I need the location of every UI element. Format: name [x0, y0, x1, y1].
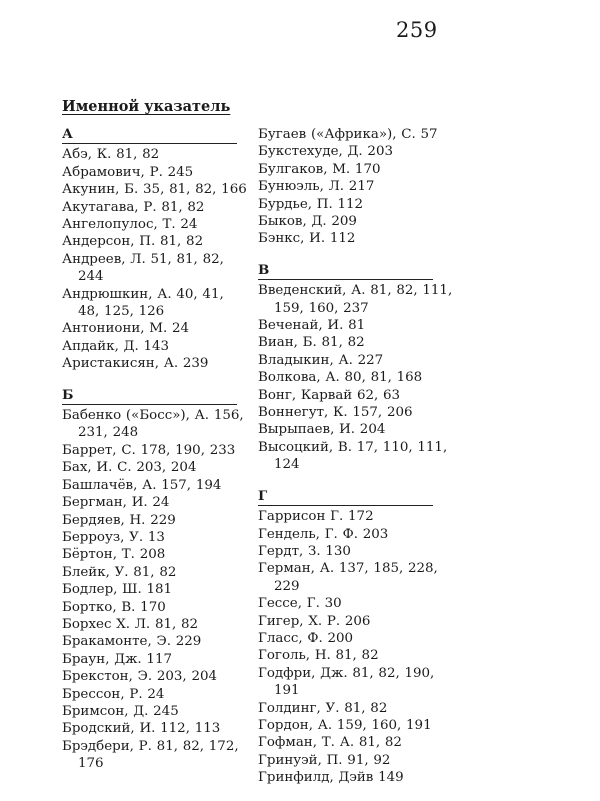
index-entry: Баррет, С. 178, 190, 233 — [62, 442, 236, 458]
index-entry: Бримсон, Д. 245 — [62, 703, 179, 719]
index-entry: Бёртон, Т. 208 — [62, 547, 166, 563]
index-entry: Бродский, И. 112, 113 — [62, 721, 221, 737]
section-letter: А — [62, 126, 237, 144]
index-column-left — [62, 126, 247, 787]
index-section — [258, 262, 458, 474]
index-entry: Воннегут, К. 157, 206 — [258, 405, 413, 421]
index-entry: Брессон, Р. 24 — [62, 686, 165, 702]
index-entry: Аристакисян, А. 239 — [62, 356, 209, 372]
index-entry: Бергман, И. 24 — [62, 495, 170, 511]
index-entry: Годфри, Дж. 81, 82, 190, 191 — [258, 665, 435, 699]
index-entry: Гендель, Г. Ф. 203 — [258, 526, 389, 542]
index-entry: Бердяев, Н. 229 — [62, 512, 176, 528]
index-entry: Быков, Д. 209 — [258, 214, 357, 230]
index-entry: Гордон, А. 159, 160, 191 — [258, 717, 432, 733]
index-entry: Брэдбери, Р. 81, 82, 172, 176 — [62, 738, 239, 772]
page-number: 259 — [396, 18, 438, 42]
index-entry: Бодлер, Ш. 181 — [62, 582, 173, 598]
index-entry: Акутагава, Р. 81, 82 — [62, 199, 205, 215]
index-entry: Блейк, У. 81, 82 — [62, 564, 177, 580]
index-title: Именной указатель — [62, 98, 231, 115]
index-entry: Бортко, В. 170 — [62, 599, 166, 615]
index-entry: Гердт, З. 130 — [258, 543, 351, 559]
index-entry: Борхес Х. Л. 81, 82 — [62, 616, 199, 632]
index-entry: Антониони, М. 24 — [62, 321, 190, 337]
index-entry: Голдинг, У. 81, 82 — [258, 700, 388, 716]
index-section — [258, 126, 458, 248]
index-entry: Герман, А. 137, 185, 228, 229 — [258, 561, 438, 594]
index-entry: Владыкин, А. 227 — [258, 352, 384, 368]
index-entry: Вонг, Карвай 62, 63 — [258, 387, 401, 403]
section-letter: Г — [258, 488, 433, 506]
index-entry: Волкова, А. 80, 81, 168 — [258, 370, 423, 386]
index-entry: Бурдье, П. 112 — [258, 196, 364, 212]
index-entry: Вырыпаев, И. 204 — [258, 422, 386, 438]
index-entry: Бэнкс, И. 112 — [258, 231, 356, 247]
index-entry: Андерсон, П. 81, 82 — [62, 234, 204, 250]
index-entry: Башлачёв, А. 157, 194 — [62, 477, 222, 493]
index-entry: Бабенко («Босс»), А. 156, 231, 248 — [62, 408, 244, 441]
index-entry: Букстехуде, Д. 203 — [258, 144, 393, 160]
index-section — [62, 126, 247, 373]
index-entry: Гласс, Ф. 200 — [258, 630, 354, 646]
index-entry: Бунюэль, Л. 217 — [258, 179, 375, 195]
index-entry: Андрюшкин, А. 40, 41, 48, 125, 126 — [62, 286, 224, 320]
index-entry: Высоцкий, В. 17, 110, 111, 124 — [258, 439, 448, 473]
index-entry: Браун, Дж. 117 — [62, 651, 172, 667]
index-entry: Гаррисон Г. 172 — [258, 509, 374, 525]
index-entry: Ангелопулос, Т. 24 — [62, 217, 198, 233]
section-letter: Б — [62, 387, 237, 405]
index-section — [62, 387, 247, 773]
section-letter: В — [258, 262, 433, 280]
index-entry: Бракамонте, Э. 229 — [62, 634, 202, 650]
index-entry: Андреев, Л. 51, 81, 82, 244 — [62, 251, 224, 285]
index-entry: Бугаев («Африка»), С. 57 — [258, 127, 438, 142]
index-entry: Брекстон, Э. 203, 204 — [62, 669, 218, 685]
index-entry: Гринуэй, П. 91, 92 — [258, 752, 391, 768]
index-entry: Гофман, Т. А. 81, 82 — [258, 735, 402, 751]
index-entry: Апдайк, Д. 143 — [62, 338, 170, 354]
index-column-right — [258, 126, 458, 801]
index-entry: Бах, И. С. 203, 204 — [62, 460, 197, 476]
index-entry: Введенский, А. 81, 82, 111, 159, 160, 237 — [258, 283, 453, 316]
index-entry: Гринфилд, Дэйв 149 — [258, 770, 404, 786]
index-entry: Абэ, К. 81, 82 — [62, 147, 160, 163]
index-section — [258, 488, 458, 787]
index-entry: Веченай, И. 81 — [258, 318, 366, 334]
index-entry: Гигер, Х. Р. 206 — [258, 613, 371, 629]
index-entry: Булгаков, М. 170 — [258, 161, 381, 177]
index-entry: Акунин, Б. 35, 81, 82, 166 — [62, 182, 247, 198]
index-entry: Гоголь, Н. 81, 82 — [258, 648, 379, 664]
index-entry: Гессе, Г. 30 — [258, 596, 342, 612]
index-entry: Абрамович, Р. 245 — [62, 164, 194, 180]
index-entry: Виан, Б. 81, 82 — [258, 335, 365, 351]
index-entry: Берроуз, У. 13 — [62, 529, 165, 545]
